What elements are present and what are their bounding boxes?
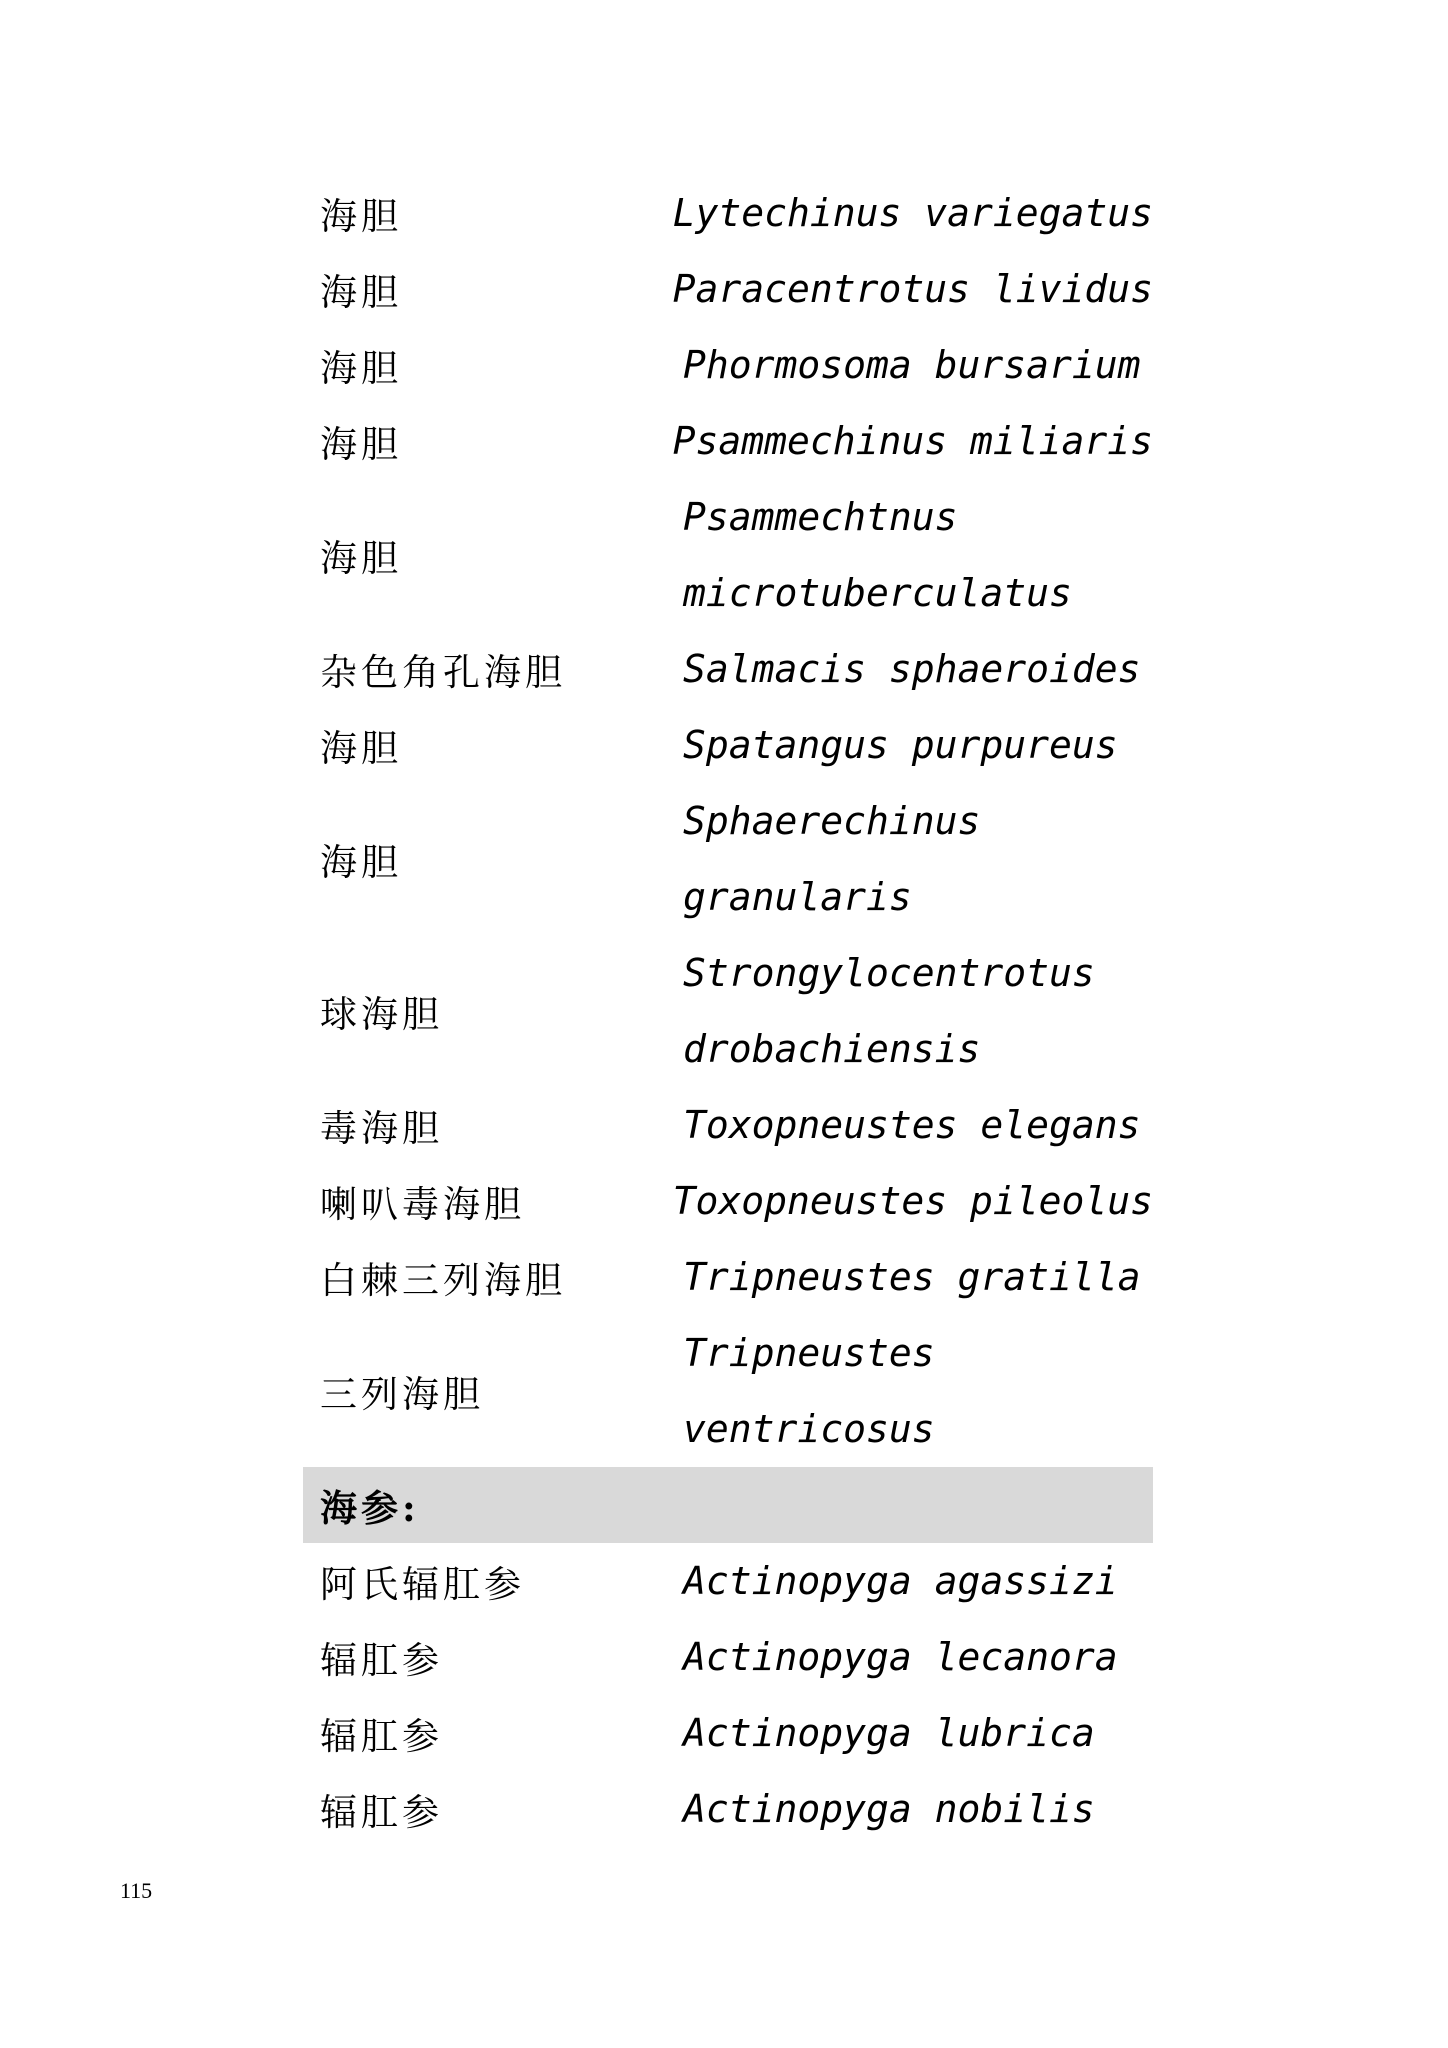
common-name: 海胆 bbox=[320, 537, 402, 580]
scientific-name bbox=[658, 403, 1153, 479]
scientific-name-line: Salmacis sphaeroides bbox=[683, 647, 1141, 691]
common-name: 喇叭毒海胆 bbox=[320, 1183, 525, 1226]
scientific-name-line: Actinopyga lubrica bbox=[683, 1711, 1095, 1755]
scientific-name-line: microtuberculatus bbox=[683, 571, 1072, 615]
scientific-name-line: Psammechinus miliaris bbox=[672, 419, 1153, 463]
table-row bbox=[303, 1695, 1153, 1771]
common-name: 海胆 bbox=[320, 347, 402, 390]
table-row bbox=[303, 175, 1153, 251]
table-row bbox=[303, 707, 1153, 783]
scientific-name bbox=[668, 1315, 1153, 1467]
common-name: 辐肛参 bbox=[320, 1791, 443, 1834]
scientific-name-line: granularis bbox=[683, 875, 912, 919]
scientific-name bbox=[668, 707, 1153, 783]
common-name: 辐肛参 bbox=[320, 1715, 443, 1758]
common-name: 毒海胆 bbox=[320, 1107, 443, 1150]
table-row bbox=[303, 1315, 1153, 1467]
common-name: 辐肛参 bbox=[320, 1639, 443, 1682]
scientific-name-line: Actinopyga nobilis bbox=[683, 1787, 1095, 1831]
common-name: 三列海胆 bbox=[320, 1373, 484, 1416]
table-row bbox=[303, 935, 1153, 1087]
table-row bbox=[303, 327, 1153, 403]
scientific-name-line: Tripneustes gratilla bbox=[683, 1255, 1141, 1299]
scientific-name-line: Psammechtnus bbox=[683, 495, 958, 539]
table-row bbox=[303, 1087, 1153, 1163]
scientific-name-line: Lytechinus variegatus bbox=[672, 191, 1153, 235]
scientific-name-line: Toxopneustes elegans bbox=[683, 1103, 1141, 1147]
common-name: 海胆 bbox=[320, 423, 402, 466]
scientific-name bbox=[668, 1087, 1153, 1163]
scientific-name bbox=[668, 1619, 1153, 1695]
table-row bbox=[303, 479, 1153, 631]
table-row bbox=[303, 403, 1153, 479]
scientific-name-line: Sphaerechinus bbox=[683, 799, 981, 843]
scientific-name bbox=[668, 327, 1153, 403]
scientific-name-line: Tripneustes bbox=[683, 1331, 935, 1375]
table-row bbox=[303, 1239, 1153, 1315]
common-name: 海胆 bbox=[320, 727, 402, 770]
section-header-sea-cucumber: 海参: bbox=[303, 1467, 1153, 1543]
page-number: 115 bbox=[120, 1878, 153, 1903]
scientific-name bbox=[658, 1163, 1153, 1239]
table-row bbox=[303, 783, 1153, 935]
common-name: 海胆 bbox=[320, 271, 402, 314]
scientific-name-line: Spatangus purpureus bbox=[683, 723, 1118, 767]
scientific-name bbox=[668, 1543, 1153, 1619]
scientific-name bbox=[668, 1771, 1153, 1847]
common-name: 球海胆 bbox=[320, 993, 443, 1036]
table-row bbox=[303, 631, 1153, 707]
scientific-name bbox=[668, 1695, 1153, 1771]
scientific-name bbox=[658, 175, 1153, 251]
scientific-name bbox=[668, 783, 1153, 935]
scientific-name bbox=[658, 251, 1153, 327]
common-name: 海胆 bbox=[320, 195, 402, 238]
scientific-name-line: Toxopneustes pileolus bbox=[672, 1179, 1153, 1223]
table-row bbox=[303, 251, 1153, 327]
scientific-name-line: Phormosoma bursarium bbox=[683, 343, 1141, 387]
scientific-name-line: Strongylocentrotus bbox=[683, 951, 1095, 995]
scientific-name bbox=[668, 1239, 1153, 1315]
scientific-name bbox=[668, 479, 1153, 631]
table-row bbox=[303, 1619, 1153, 1695]
common-name: 阿氏辐肛参 bbox=[320, 1563, 525, 1606]
scientific-name-line: drobachiensis bbox=[683, 1027, 981, 1071]
scientific-name-line: Actinopyga lecanora bbox=[683, 1635, 1118, 1679]
scientific-name-line: Paracentrotus lividus bbox=[672, 267, 1153, 311]
table-row bbox=[303, 1543, 1153, 1619]
sea-cucumber-group bbox=[303, 1543, 1153, 1847]
common-name: 杂色角孔海胆 bbox=[320, 651, 566, 694]
species-table bbox=[303, 175, 1153, 1847]
table-row bbox=[303, 1163, 1153, 1239]
scientific-name bbox=[668, 631, 1153, 707]
common-name: 白棘三列海胆 bbox=[320, 1259, 566, 1302]
scientific-name-line: Actinopyga agassizi bbox=[683, 1559, 1118, 1603]
sea-urchin-group bbox=[303, 175, 1153, 1467]
common-name: 海胆 bbox=[320, 841, 402, 884]
table-row bbox=[303, 1771, 1153, 1847]
scientific-name bbox=[668, 935, 1153, 1087]
scientific-name-line: ventricosus bbox=[683, 1407, 935, 1451]
